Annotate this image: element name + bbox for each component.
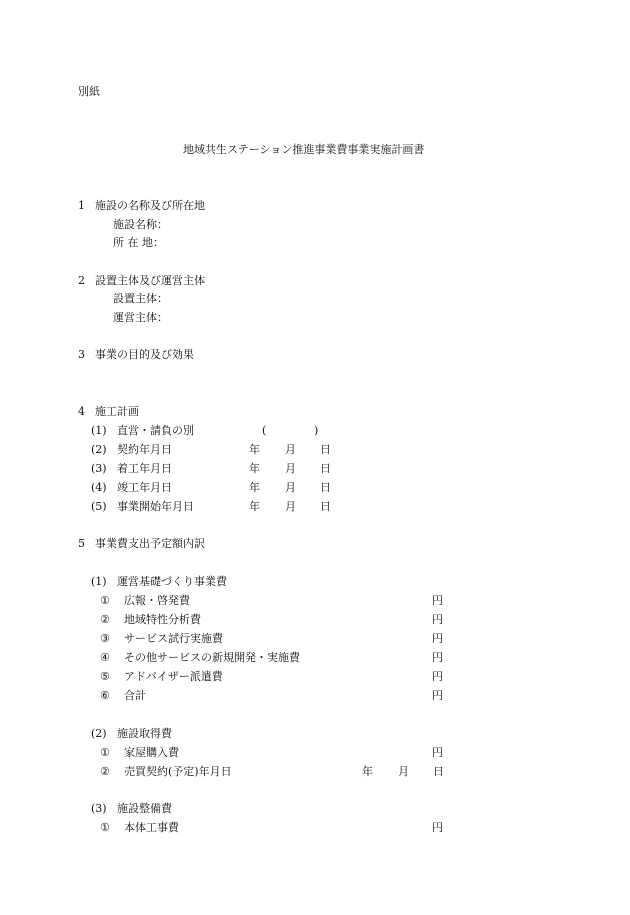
row-number: (4) (91, 481, 107, 494)
row-label: 契約年月日 (117, 443, 172, 456)
row-number: (2) (91, 443, 107, 456)
operating-entity-label: 運営主体： (113, 311, 168, 324)
group-number: (2) (91, 727, 107, 740)
group-number: (3) (91, 802, 107, 815)
month-unit: 月 (285, 481, 296, 494)
section-number: 5 (78, 537, 85, 550)
facility-name-label: 施設名称： (113, 218, 168, 231)
group-number: (1) (91, 575, 107, 588)
yen-unit: 円 (432, 651, 443, 664)
item-number: ⑤ (100, 670, 110, 683)
month-unit: 月 (285, 500, 296, 513)
close-paren: ) (314, 424, 319, 437)
item-label: 広報・啓発費 (124, 594, 190, 607)
item-label: 売買契約(予定)年月日 (124, 765, 232, 778)
day-unit: 日 (320, 443, 331, 456)
document-title: 地域共生ステーション推進事業費事業実施計画書 (183, 143, 425, 156)
row-number: (1) (91, 424, 107, 437)
section-number: 2 (78, 274, 85, 287)
facility-location-label: 所 在 地： (113, 236, 164, 249)
item-number: ② (100, 613, 110, 626)
row-number: (5) (91, 500, 107, 513)
item-label: その他サービスの新規開発・実施費 (124, 651, 300, 664)
row-number: (3) (91, 462, 107, 475)
item-number: ② (100, 765, 110, 778)
item-label: 合計 (124, 689, 146, 702)
month-unit: 月 (398, 765, 409, 778)
yen-unit: 円 (432, 689, 443, 702)
section-heading: 事業の目的及び効果 (95, 348, 194, 361)
setup-entity-label: 設置主体： (113, 292, 168, 305)
item-number: ① (100, 746, 110, 759)
row-label: 直営・請負の別 (117, 424, 194, 437)
row-label: 着工年月日 (117, 462, 172, 475)
yen-unit: 円 (432, 632, 443, 645)
group-heading: 運営基礎づくり事業費 (117, 575, 227, 588)
yen-unit: 円 (432, 746, 443, 759)
month-unit: 月 (285, 462, 296, 475)
day-unit: 日 (433, 765, 444, 778)
section-number: 1 (78, 199, 85, 212)
yen-unit: 円 (432, 670, 443, 683)
attachment-label: 別紙 (78, 85, 100, 98)
year-unit: 年 (249, 462, 260, 475)
day-unit: 日 (320, 500, 331, 513)
year-unit: 年 (249, 500, 260, 513)
item-label: 本体工事費 (124, 821, 179, 834)
item-label: サービス試行実施費 (124, 632, 223, 645)
yen-unit: 円 (432, 594, 443, 607)
section-heading: 施工計画 (95, 405, 139, 418)
row-label: 事業開始年月日 (117, 500, 194, 513)
item-number: ① (100, 594, 110, 607)
section-number: 4 (78, 405, 85, 418)
year-unit: 年 (249, 443, 260, 456)
month-unit: 月 (285, 443, 296, 456)
year-unit: 年 (362, 765, 373, 778)
section-heading: 設置主体及び運営主体 (95, 274, 205, 287)
open-paren: ( (262, 424, 267, 437)
group-heading: 施設取得費 (117, 727, 172, 740)
item-number: ① (100, 821, 110, 834)
yen-unit: 円 (432, 821, 443, 834)
yen-unit: 円 (432, 613, 443, 626)
row-label: 竣工年月日 (117, 481, 172, 494)
item-label: 家屋購入費 (124, 746, 179, 759)
group-heading: 施設整備費 (117, 802, 172, 815)
item-number: ③ (100, 632, 110, 645)
item-number: ⑥ (100, 689, 110, 702)
item-label: アドバイザー派遣費 (124, 670, 223, 683)
section-number: 3 (78, 348, 85, 361)
item-number: ④ (100, 651, 110, 664)
section-heading: 事業費支出予定額内訳 (95, 537, 205, 550)
day-unit: 日 (320, 462, 331, 475)
item-label: 地域特性分析費 (124, 613, 201, 626)
year-unit: 年 (249, 481, 260, 494)
day-unit: 日 (320, 481, 331, 494)
section-heading: 施設の名称及び所在地 (95, 199, 205, 212)
